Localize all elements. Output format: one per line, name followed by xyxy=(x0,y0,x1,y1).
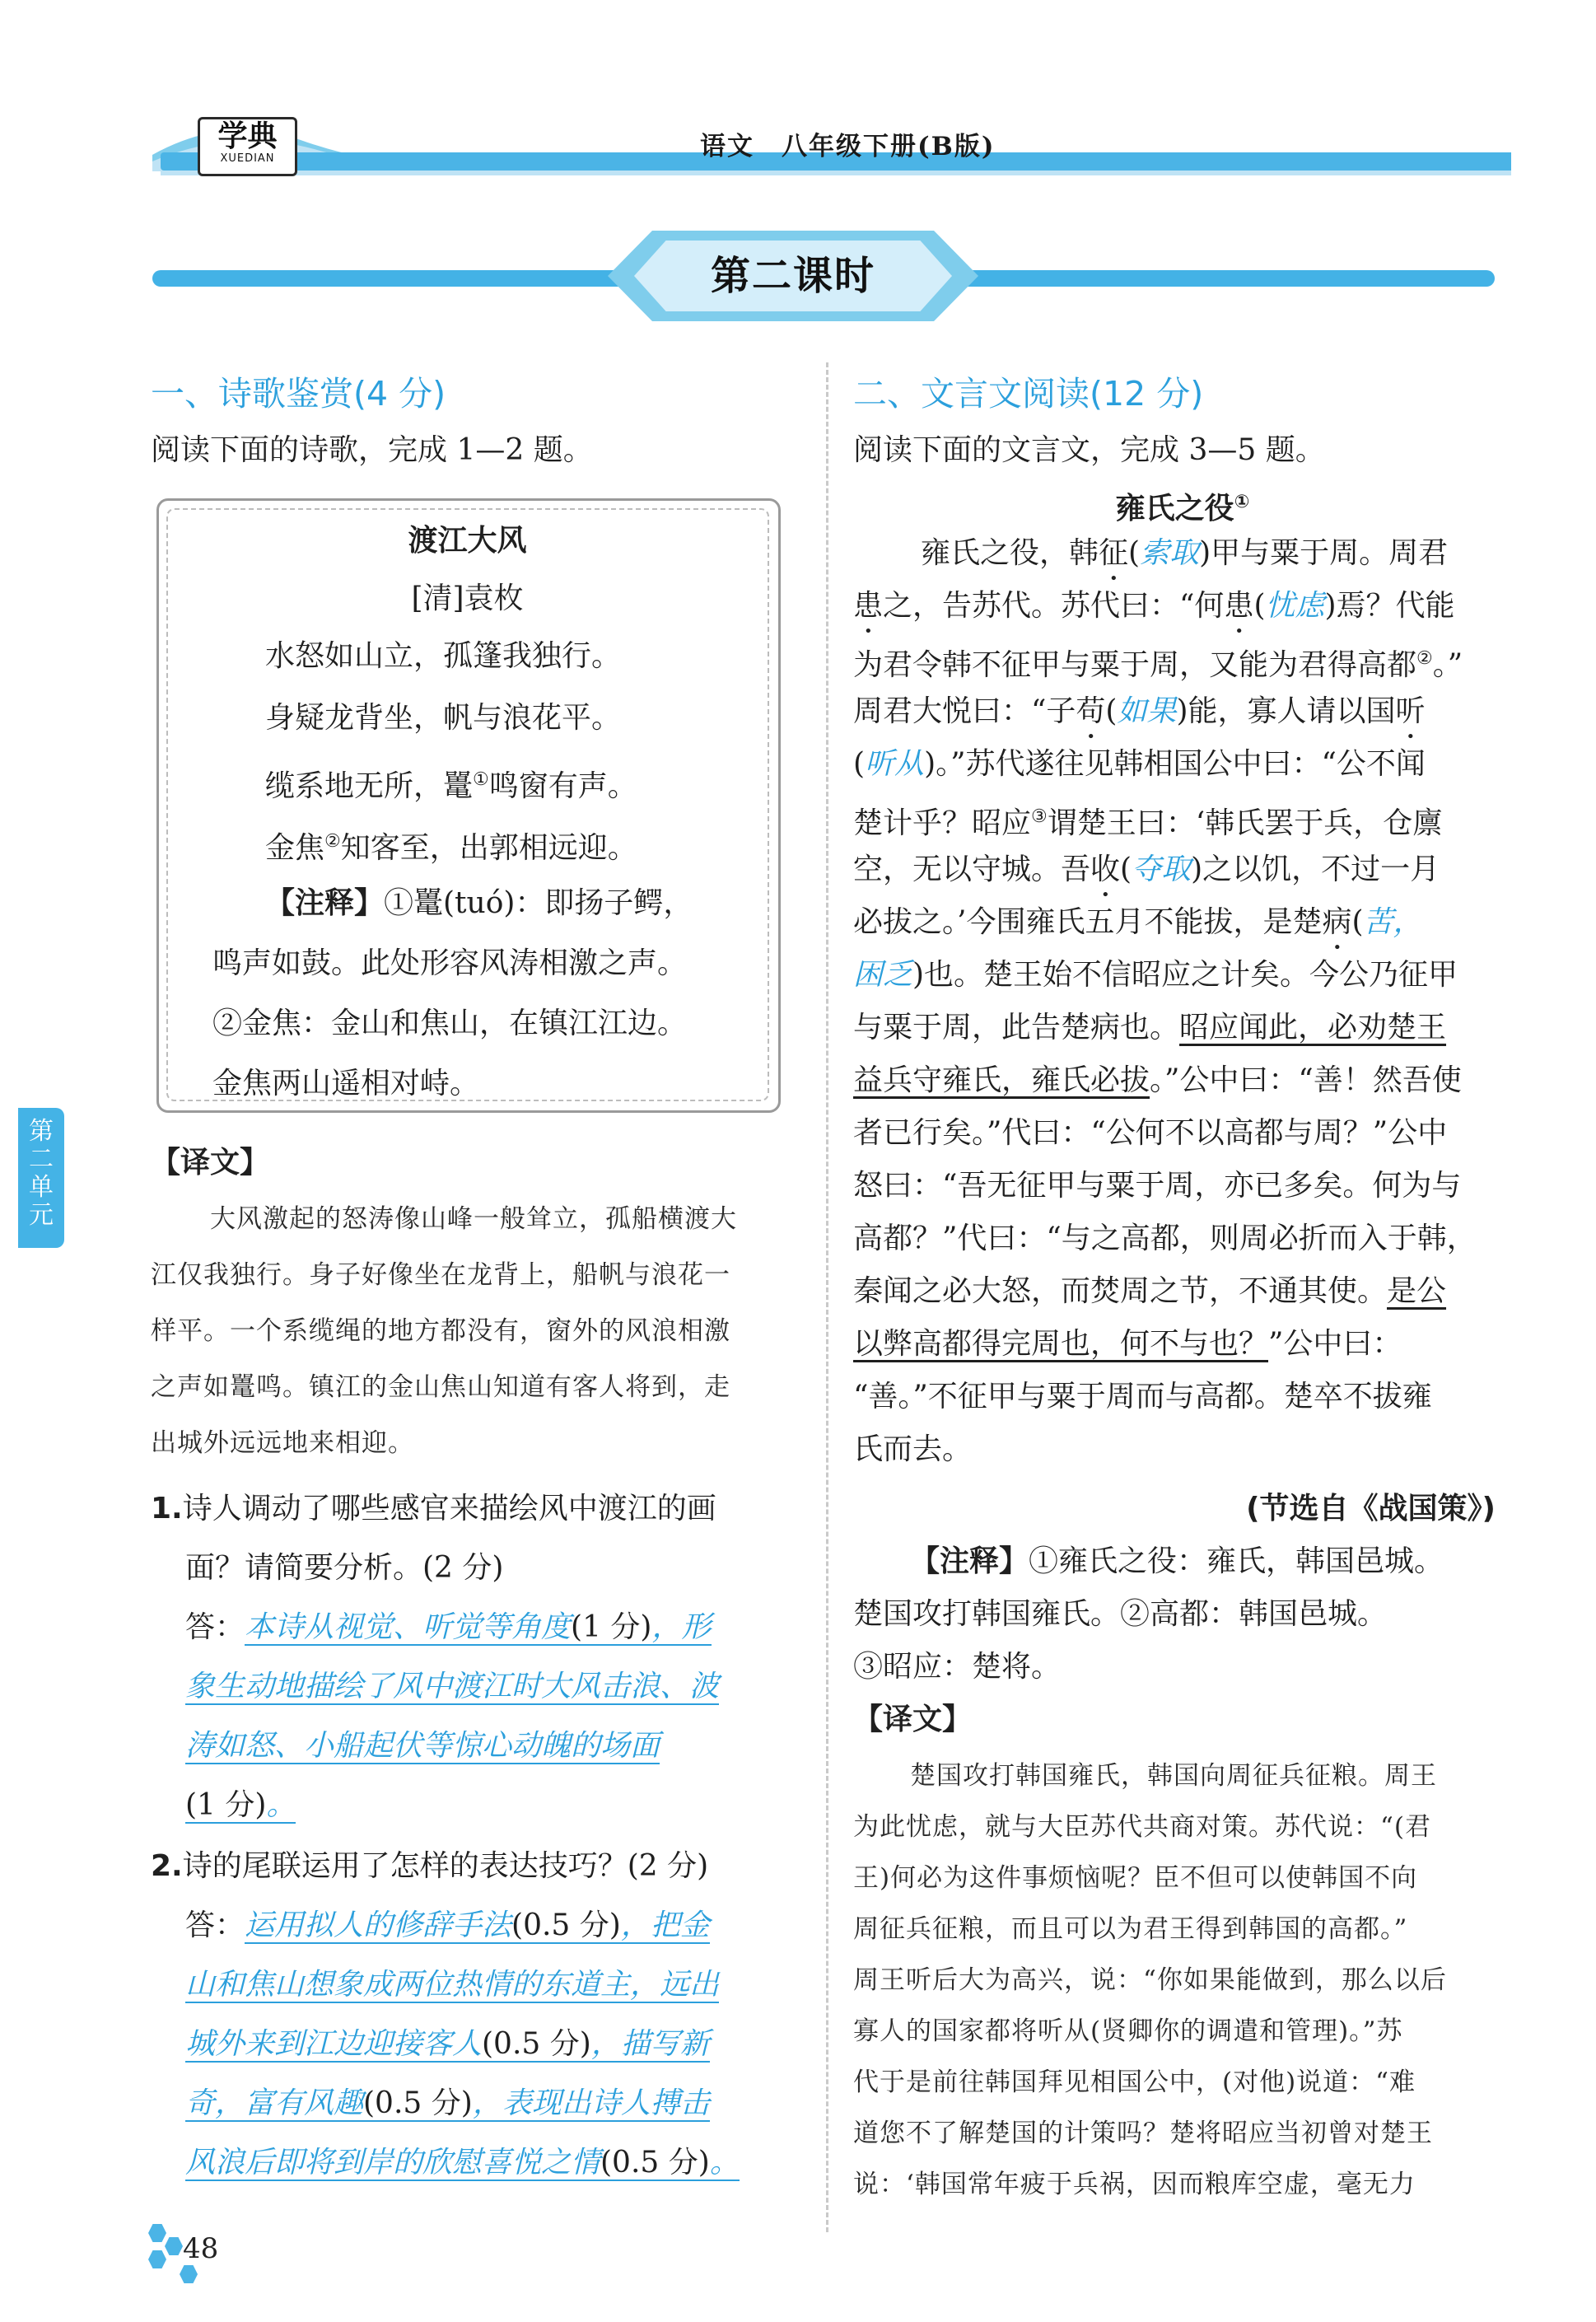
poem-line: 水怒如山立，孤篷我独行。 xyxy=(265,639,622,673)
poem-note: ②金焦：金山和焦山，在镇江江边。 xyxy=(212,1007,688,1040)
section2-intro: 阅读下面的文言文，完成 3—5 题。 xyxy=(853,433,1325,467)
poem-note: 【注释】①鼍(tuó)：即扬子鳄， xyxy=(265,886,693,920)
classical-text-line: 楚计乎？昭应③谓楚王曰：‘韩氏罢于兵，仓廪 xyxy=(853,806,1443,840)
poem-line: 缆系地无所，鼍①鸣窗有声。 xyxy=(265,769,637,803)
answer-1-line: (1 分)。 xyxy=(185,1788,296,1822)
section1-title: 一、诗歌鉴赏(4 分) xyxy=(151,374,446,413)
header-bar-shadow xyxy=(161,171,1511,175)
classical-text-line: 周君大悦曰：“子苟(如果)能，寡人请以国听 xyxy=(853,694,1426,728)
section1-intro: 阅读下面的诗歌，完成 1—2 题。 xyxy=(151,433,593,467)
answer-1-line: 象生动地描绘了风中渡江时大风击浪、波 xyxy=(185,1670,720,1703)
translation-line: 样平。一个系缆绳的地方都没有，窗外的风浪相激 xyxy=(151,1316,730,1346)
poem-author: [清]袁枚 xyxy=(411,582,524,615)
hex-decoration xyxy=(148,2250,166,2268)
classical-text-line: 秦闻之必大怒，而焚周之节，不通其使。是公 xyxy=(853,1274,1447,1308)
classical-text-line: 雍氏之役，韩征(索取)甲与粟于周。周君 xyxy=(921,536,1449,570)
translation-label: 【译文】 xyxy=(853,1703,973,1736)
hex-decoration xyxy=(165,2237,183,2255)
column-divider xyxy=(826,362,828,2232)
classical-text-line: 与粟于周，此告楚病也。昭应闻此，必劝楚王 xyxy=(853,1011,1447,1044)
logo-text: 学典 xyxy=(217,119,278,153)
translation-label: 【译文】 xyxy=(151,1146,270,1180)
classical-note: ③昭应：楚将。 xyxy=(853,1650,1062,1684)
classical-text-line: 必拔之。’今围雍氏五月不能拔，是楚病(苦， xyxy=(853,905,1423,939)
answer-2-line: 答：运用拟人的修辞手法(0.5 分)，把金 xyxy=(185,1909,710,1942)
source-citation: (节选自《战国策》) xyxy=(1246,1492,1496,1525)
translation-line: 楚国攻打韩国雍氏，韩国向周征兵征粮。周王 xyxy=(910,1761,1437,1791)
answer-1-line: 答：本诗从视觉、听觉等角度(1 分)，形 xyxy=(185,1610,712,1644)
classical-text-line: 空，无以守城。吾收(夺取)之以饥，不过一月 xyxy=(853,853,1440,886)
classical-text-line: 以弊高都得完周也，何不与也？”公中曰： xyxy=(853,1327,1402,1361)
xuedian-logo xyxy=(198,117,297,176)
classical-text-title: 雍氏之役① xyxy=(1115,492,1250,526)
translation-line: 说：‘韩国常年疲于兵祸，因而粮库空虚，毫无力 xyxy=(853,2170,1416,2199)
classical-text-line: 氏而去。 xyxy=(853,1432,973,1466)
translation-line: 周王听后大为高兴，说：“你如果能做到，那么以后 xyxy=(853,1965,1447,1995)
hex-decoration xyxy=(180,2265,198,2283)
classical-text-line: 患之，告苏代。苏代曰：“何患(忧虑)焉？代能 xyxy=(853,589,1455,623)
classical-note: 【注释】①雍氏之役：雍氏，韩国邑城。 xyxy=(910,1544,1444,1578)
question-1-cont: 面？请简要分析。(2 分) xyxy=(185,1551,504,1585)
hex-decoration xyxy=(148,2224,166,2242)
poem-line: 金焦②知客至，出郭相远迎。 xyxy=(265,831,637,865)
translation-line: 之声如鼍鸣。镇江的金山焦山知道有客人将到，走 xyxy=(151,1372,730,1402)
translation-line: 周征兵征粮，而且可以为君王得到韩国的高都。” xyxy=(853,1914,1408,1944)
poem-note: 鸣声如鼓。此处形容风涛相激之声。 xyxy=(212,946,688,980)
answer-1-line: 涛如怒、小船起伏等惊心动魄的场面 xyxy=(185,1729,660,1763)
answer-2-line: 山和焦山想象成两位热情的东道主，远出 xyxy=(185,1968,720,2002)
question-1: 1.诗人调动了哪些感官来描绘风中渡江的画 xyxy=(151,1492,716,1525)
classical-text-line: 高都？”代曰：“与之高都，则周必折而入于韩， xyxy=(853,1222,1477,1255)
translation-line: 道您不了解楚国的计策吗？楚将昭应当初曾对楚王 xyxy=(853,2119,1433,2148)
poem-line: 身疑龙背坐，帆与浪花平。 xyxy=(265,701,622,735)
unit-side-tab: 第二单元 xyxy=(18,1108,64,1248)
answer-2-line: 城外来到江边迎接客人(0.5 分)，描写新 xyxy=(185,2027,710,2061)
lesson-title: 第二课时 xyxy=(710,253,875,299)
poem-title: 渡江大风 xyxy=(408,524,527,558)
classical-text-line: 怒曰：“吾无征甲与粟于周，亦已多矣。何为与 xyxy=(853,1169,1462,1203)
answer-2-line: 奇，富有风趣(0.5 分)，表现出诗人搏击 xyxy=(185,2086,710,2120)
banner-line-right xyxy=(955,270,1495,287)
classical-text-line: 困乏)也。楚王始不信昭应之计矣。今公乃征甲 xyxy=(853,958,1458,992)
translation-line: 代于是前往韩国拜见相国公中，(对他)说道：“难 xyxy=(853,2067,1416,2097)
classical-text-line: 者已行矣。”代曰：“公何不以高都与周？”公中 xyxy=(853,1116,1448,1150)
poem-note: 金焦两山遥相对峙。 xyxy=(212,1067,480,1100)
translation-line: 出城外远远地来相迎。 xyxy=(151,1428,414,1458)
classical-text-line: 益兵守雍氏，雍氏必拔。”公中曰：“善！然吾使 xyxy=(853,1063,1462,1097)
translation-line: 为此忧虑，就与大臣苏代共商对策。苏代说：“(君 xyxy=(853,1812,1431,1842)
classical-text-line: (听从)。”苏代遂往见韩相国公中曰：“公不闻 xyxy=(853,747,1426,781)
translation-line: 王)何必为这件事烦恼呢？臣不但可以使韩国不向 xyxy=(853,1863,1418,1893)
logo-subtext: XUEDIAN xyxy=(220,152,275,165)
page-number: 48 xyxy=(183,2232,219,2265)
answer-2-line: 风浪后即将到岸的欣慰喜悦之情(0.5 分)。 xyxy=(185,2146,740,2180)
banner-line-left xyxy=(152,270,630,287)
classical-text-line: 为君令韩不征甲与粟于周，又能为君得高都②。” xyxy=(853,648,1463,682)
section2-title: 二、文言文阅读(12 分) xyxy=(853,374,1204,413)
book-title: 语文 八年级下册(B版) xyxy=(700,132,996,161)
question-2: 2.诗的尾联运用了怎样的表达技巧？(2 分) xyxy=(151,1849,709,1883)
translation-line: 大风激起的怒涛像山峰一般耸立，孤船横渡大 xyxy=(210,1204,737,1234)
classical-text-line: “善。”不征甲与粟于周而与高都。楚卒不拔雍 xyxy=(853,1380,1432,1413)
classical-note: 楚国攻打韩国雍氏。②高都：韩国邑城。 xyxy=(853,1597,1388,1631)
translation-line: 江仅我独行。身子好像坐在龙背上，船帆与浪花一 xyxy=(151,1260,730,1290)
translation-line: 寡人的国家都将听从(贤卿你的调遣和管理)。”苏 xyxy=(853,2016,1403,2046)
